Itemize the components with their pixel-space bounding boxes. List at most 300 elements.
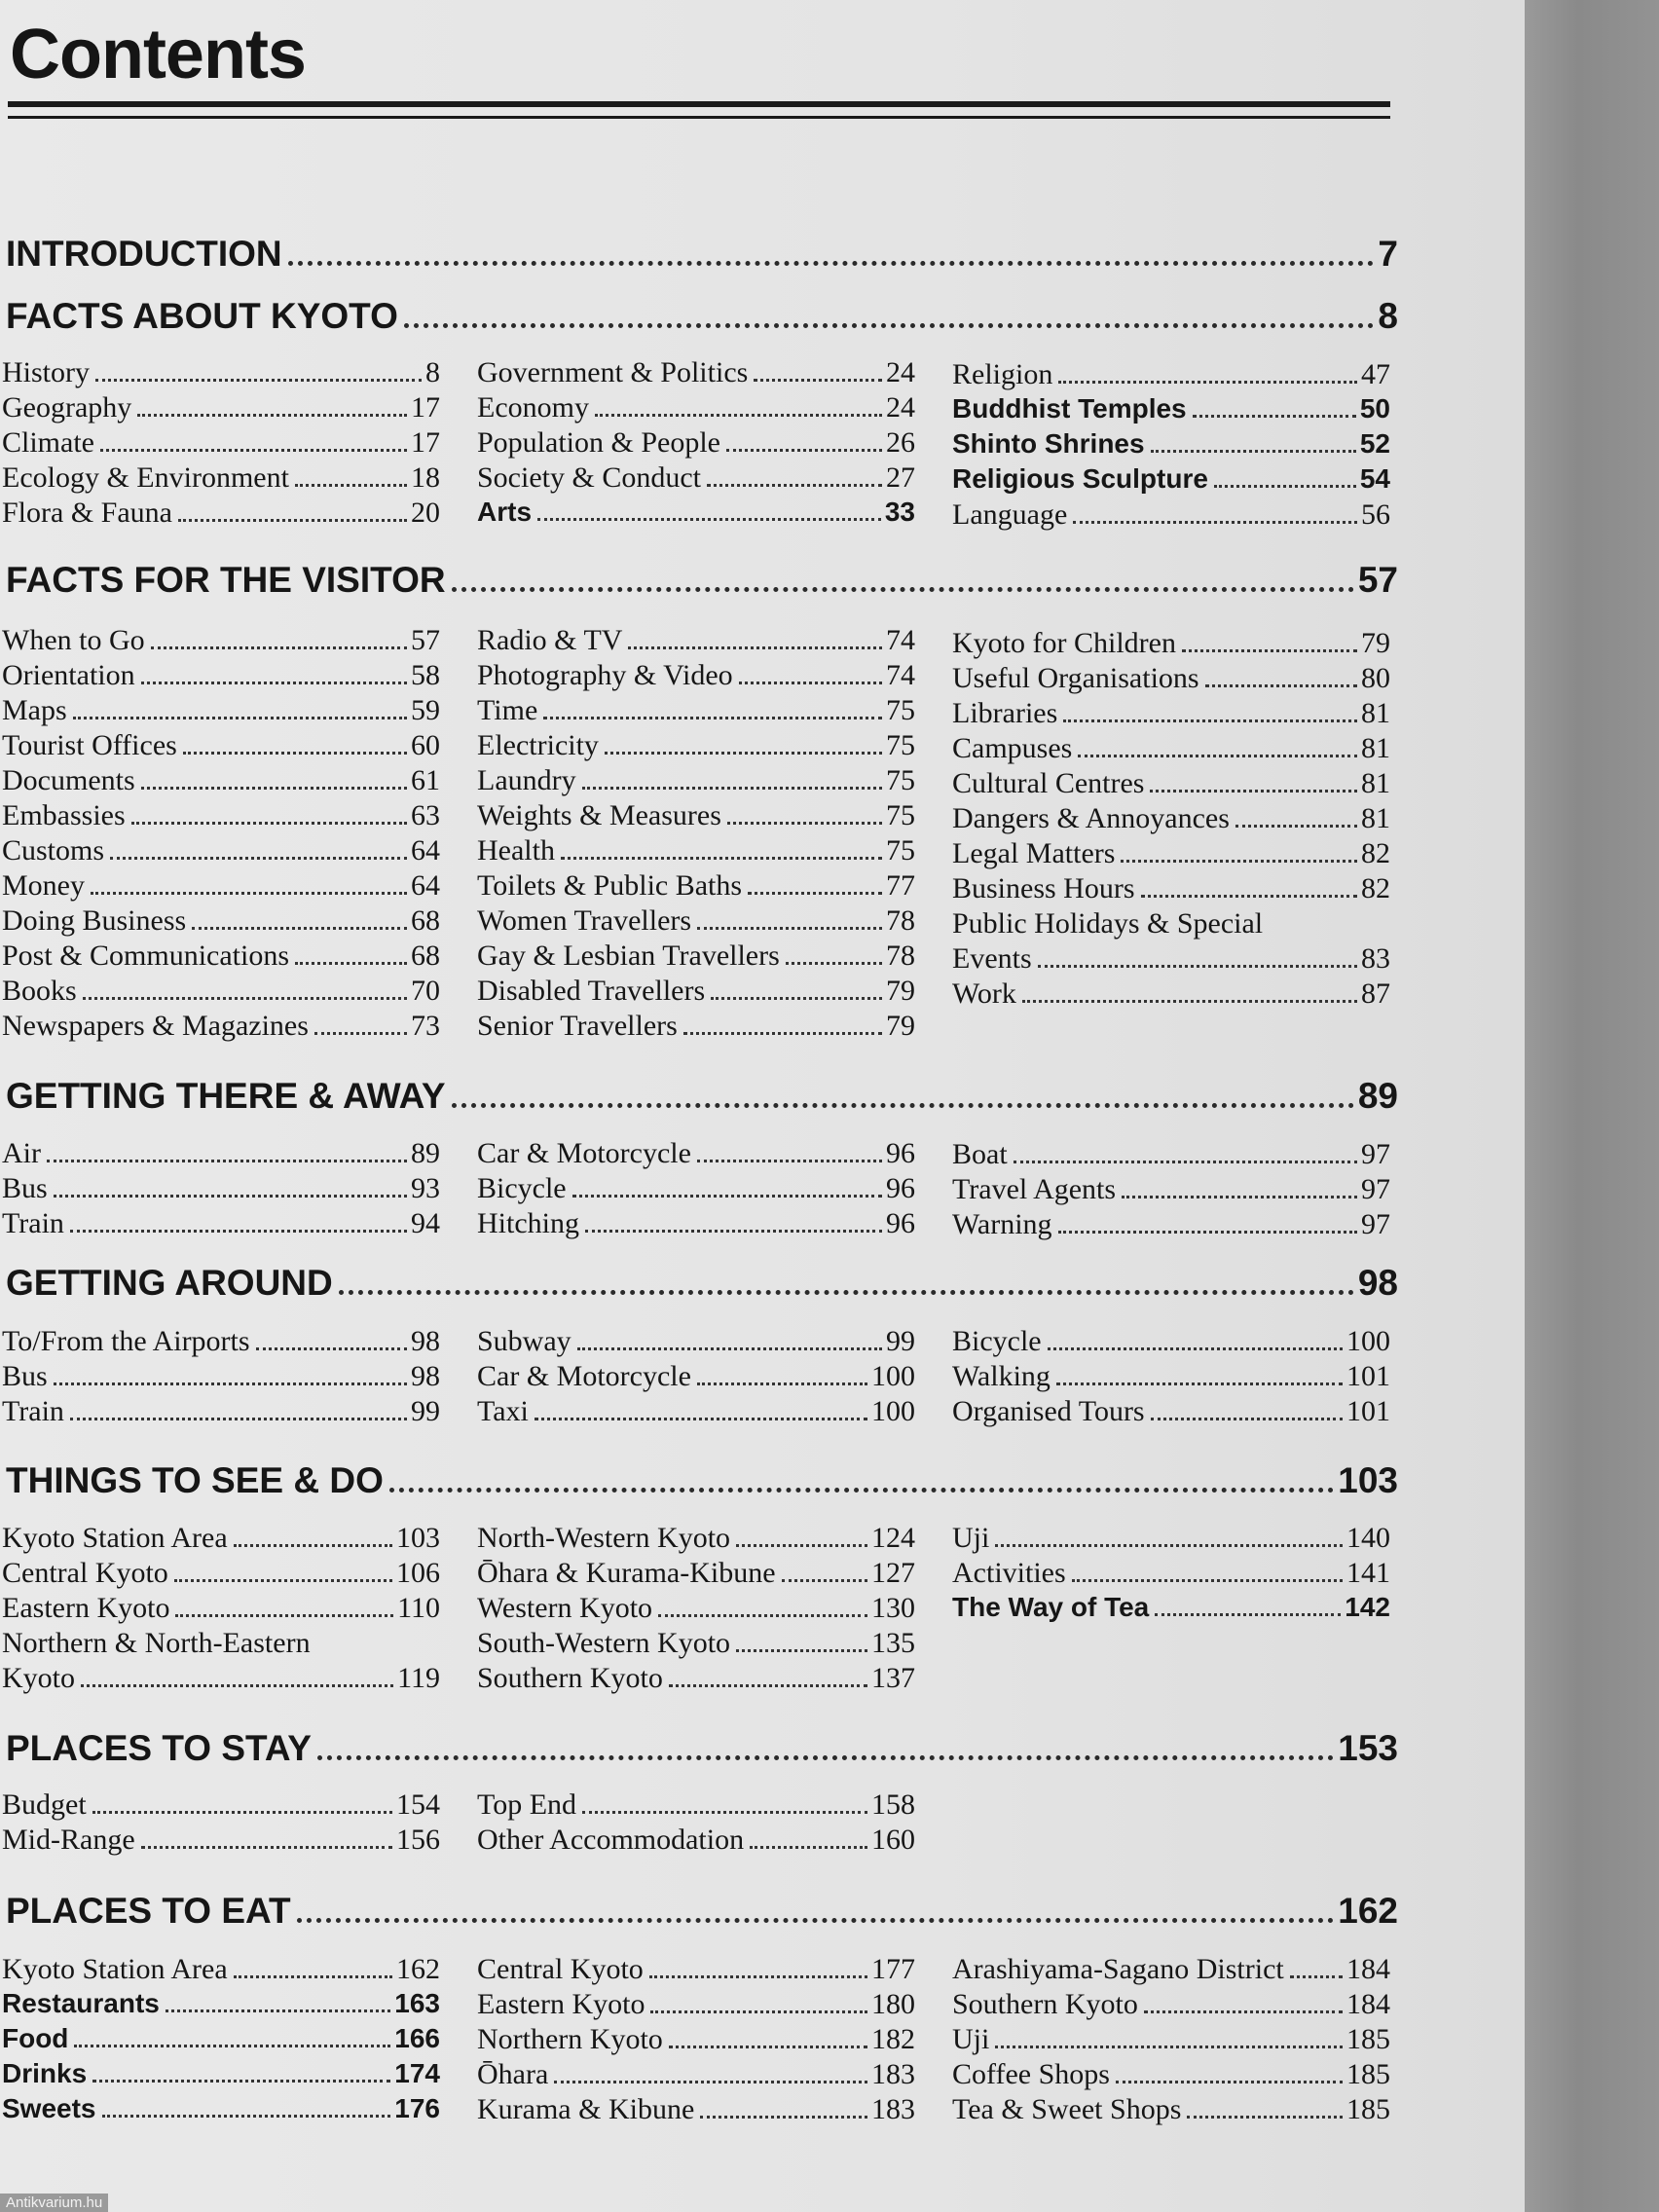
- entry-page-number: 185: [1346, 2093, 1390, 2125]
- entry-page-number: 47: [1361, 358, 1390, 390]
- entry-page-number: 96: [886, 1207, 915, 1239]
- toc-entry[interactable]: [2, 940, 440, 975]
- toc-entry[interactable]: [952, 393, 1390, 428]
- entry-page-number: 183: [871, 2093, 915, 2125]
- dot-leader: [74, 2045, 390, 2047]
- toc-entry[interactable]: [2, 2058, 440, 2093]
- entry-page-number: 75: [886, 834, 915, 866]
- entry-label: Cultural Centres: [952, 767, 1145, 799]
- dot-leader: [100, 449, 407, 452]
- entry-page-number: 74: [886, 659, 915, 691]
- dot-leader: [697, 1160, 882, 1162]
- entry-label: Ōhara & Kurama-Kibune: [477, 1557, 776, 1589]
- toc-entry[interactable]: [477, 2093, 915, 2128]
- dot-leader: [561, 857, 882, 860]
- dot-leader: [669, 1684, 867, 1687]
- section-heading[interactable]: [6, 296, 1398, 343]
- section-page-number: 57: [1357, 560, 1398, 600]
- entry-label: Books: [2, 975, 77, 1007]
- entry-page-number: 70: [411, 975, 440, 1007]
- toc-entry[interactable]: [2, 694, 440, 729]
- dot-leader: [1038, 965, 1357, 968]
- toc-entry[interactable]: [952, 1208, 1390, 1243]
- entry-label: Hitching: [477, 1207, 579, 1239]
- toc-entry[interactable]: [952, 463, 1390, 498]
- toc-entry[interactable]: [2, 1824, 440, 1859]
- dot-leader: [295, 484, 407, 487]
- section-title: FACTS FOR THE VISITOR: [6, 560, 446, 600]
- dot-leader: [577, 1347, 882, 1350]
- entry-label: Subway: [477, 1325, 571, 1357]
- toc-entry[interactable]: [477, 1953, 915, 1988]
- toc-column: [477, 356, 915, 532]
- toc-entry[interactable]: [952, 837, 1390, 872]
- dot-leader: [1151, 450, 1356, 453]
- dot-leader: [595, 414, 882, 417]
- entry-page-number: 137: [871, 1662, 915, 1694]
- entry-page-number: 75: [886, 764, 915, 796]
- toc-entry[interactable]: [952, 2023, 1390, 2058]
- entry-label: Customs: [2, 834, 105, 866]
- toc-entry[interactable]: [952, 1138, 1390, 1173]
- entry-label: Religious Sculpture: [952, 463, 1208, 494]
- toc-entry[interactable]: [2, 1557, 440, 1592]
- toc-entry[interactable]: [477, 1788, 915, 1824]
- toc-entry[interactable]: [2, 1953, 440, 1988]
- toc-entry[interactable]: [477, 497, 915, 532]
- toc-entry[interactable]: [477, 2023, 915, 2058]
- toc-column: [2, 624, 440, 1045]
- entry-page-number: 119: [397, 1662, 440, 1694]
- entry-page-number: 100: [1346, 1325, 1390, 1357]
- toc-entry[interactable]: [952, 697, 1390, 732]
- toc-entry[interactable]: [2, 2023, 440, 2058]
- toc-entry[interactable]: [477, 659, 915, 694]
- entry-label: Embassies: [2, 799, 126, 831]
- entry-page-number: 20: [411, 497, 440, 529]
- entry-label: Budget: [2, 1788, 87, 1821]
- entry-page-number: 97: [1361, 1173, 1390, 1205]
- toc-column: [2, 1522, 440, 1697]
- toc-entry[interactable]: [477, 1988, 915, 2023]
- toc-entry[interactable]: [2, 1627, 440, 1662]
- entry-label: Top End: [477, 1788, 577, 1821]
- toc-entry[interactable]: [2, 1395, 440, 1430]
- entry-page-number: 59: [411, 694, 440, 726]
- entry-label: The Way of Tea: [952, 1592, 1150, 1622]
- toc-entry[interactable]: [952, 767, 1390, 802]
- toc-entry[interactable]: [952, 358, 1390, 393]
- entry-label: Women Travellers: [477, 904, 692, 937]
- toc-entry[interactable]: [477, 1395, 915, 1430]
- entry-page-number: 79: [886, 975, 915, 1007]
- dot-leader: [739, 682, 882, 684]
- toc-entry[interactable]: [952, 907, 1390, 942]
- entry-label: Time: [477, 694, 538, 726]
- toc-entry[interactable]: [477, 940, 915, 975]
- entry-page-number: 82: [1361, 872, 1390, 904]
- toc-entry[interactable]: [477, 1137, 915, 1172]
- dot-leader: [1022, 1000, 1357, 1003]
- entry-label: North-Western Kyoto: [477, 1522, 731, 1554]
- dot-leader: [297, 1918, 1335, 1923]
- dot-leader: [70, 1418, 407, 1420]
- toc-entry[interactable]: [477, 1325, 915, 1360]
- toc-entry[interactable]: [952, 1988, 1390, 2023]
- entry-page-number: 97: [1361, 1138, 1390, 1170]
- toc-entry[interactable]: [2, 904, 440, 940]
- entry-label: Maps: [2, 694, 67, 726]
- entry-page-number: 101: [1346, 1360, 1390, 1392]
- toc-entry[interactable]: [477, 1207, 915, 1242]
- entry-page-number: 99: [886, 1325, 915, 1357]
- entry-label: Religion: [952, 358, 1053, 390]
- toc-entry[interactable]: [477, 764, 915, 799]
- dot-leader: [92, 2080, 390, 2083]
- dot-leader: [727, 822, 882, 825]
- entry-page-number: 106: [396, 1557, 440, 1589]
- entry-page-number: 68: [411, 940, 440, 972]
- dot-leader: [683, 1032, 882, 1035]
- entry-page-number: 135: [871, 1627, 915, 1659]
- toc-entry[interactable]: [2, 461, 440, 497]
- dot-leader: [137, 414, 407, 417]
- toc-entry[interactable]: [952, 627, 1390, 662]
- dot-leader: [192, 927, 407, 930]
- toc-entry[interactable]: [477, 834, 915, 869]
- section-heading[interactable]: [6, 1076, 1398, 1123]
- entry-label: Southern Kyoto: [477, 1662, 663, 1694]
- entry-label: Language: [952, 498, 1068, 531]
- entry-label: Shinto Shrines: [952, 428, 1145, 459]
- toc-entry[interactable]: [2, 975, 440, 1010]
- entry-label: Arts: [477, 497, 533, 527]
- section-page-number: 89: [1357, 1076, 1398, 1116]
- toc-entry[interactable]: [2, 799, 440, 834]
- dot-leader: [54, 1382, 407, 1385]
- toc-entry[interactable]: [2, 834, 440, 869]
- entry-page-number: 89: [411, 1137, 440, 1169]
- page-edge-shadow: [1525, 0, 1659, 2212]
- dot-leader: [47, 1160, 407, 1162]
- entry-label: When to Go: [2, 624, 145, 656]
- dot-leader: [554, 2081, 867, 2083]
- dot-leader: [166, 2009, 390, 2012]
- toc-entry[interactable]: [477, 1010, 915, 1045]
- toc-entry[interactable]: [952, 1557, 1390, 1592]
- toc-entry[interactable]: [477, 1824, 915, 1859]
- toc-entry[interactable]: [477, 799, 915, 834]
- toc-entry[interactable]: [952, 942, 1390, 977]
- entry-label: Bus: [2, 1360, 48, 1392]
- toc-entry[interactable]: [2, 426, 440, 461]
- section-heading[interactable]: [6, 560, 1398, 607]
- toc-entry[interactable]: [477, 426, 915, 461]
- toc-entry[interactable]: [2, 729, 440, 764]
- dot-leader: [339, 1290, 1354, 1295]
- entry-page-number: 75: [886, 799, 915, 831]
- dot-leader: [81, 1684, 393, 1687]
- toc-column: [952, 1325, 1390, 1430]
- dot-leader: [110, 857, 407, 860]
- entry-page-number: 63: [411, 799, 440, 831]
- dot-leader: [174, 1579, 392, 1582]
- entry-label: Activities: [952, 1557, 1066, 1589]
- entry-label: Uji: [952, 1522, 990, 1554]
- toc-entry[interactable]: [477, 1360, 915, 1395]
- dot-leader: [1121, 860, 1357, 863]
- entry-label: Geography: [2, 391, 132, 424]
- dot-leader: [141, 787, 407, 790]
- dot-leader: [1141, 895, 1357, 898]
- toc-entry[interactable]: [952, 1360, 1390, 1395]
- toc-entry[interactable]: [952, 802, 1390, 837]
- dot-leader: [1014, 1161, 1357, 1163]
- toc-entry[interactable]: [2, 1662, 440, 1697]
- dot-leader: [389, 1488, 1334, 1493]
- toc-entry[interactable]: [2, 1172, 440, 1207]
- entry-page-number: 56: [1361, 498, 1390, 531]
- entry-label: Buddhist Temples: [952, 393, 1187, 424]
- entry-label: Business Hours: [952, 872, 1135, 904]
- entry-page-number: 77: [886, 869, 915, 902]
- toc-entry[interactable]: [952, 1325, 1390, 1360]
- entry-page-number: 93: [411, 1172, 440, 1204]
- toc-entry[interactable]: [2, 1522, 440, 1557]
- entry-label: Health: [477, 834, 555, 866]
- entry-page-number: 142: [1345, 1592, 1390, 1622]
- toc-entry[interactable]: [952, 1592, 1390, 1627]
- toc-entry[interactable]: [477, 2058, 915, 2093]
- dot-leader: [995, 1544, 1343, 1547]
- entry-page-number: 162: [396, 1953, 440, 1985]
- toc-entry[interactable]: [2, 1988, 440, 2023]
- dot-leader: [1144, 2010, 1343, 2013]
- toc-entry[interactable]: [2, 764, 440, 799]
- dot-leader: [452, 587, 1354, 592]
- dot-leader: [697, 927, 882, 930]
- entry-label: Kurama & Kibune: [477, 2093, 695, 2125]
- entry-label: Car & Motorcycle: [477, 1137, 691, 1169]
- dot-leader: [628, 646, 882, 649]
- toc-entry[interactable]: [477, 869, 915, 904]
- entry-label: Events: [952, 942, 1032, 975]
- dot-leader: [1151, 1418, 1343, 1420]
- toc-entry[interactable]: [477, 356, 915, 391]
- toc-entry[interactable]: [2, 1592, 440, 1627]
- entry-page-number: 81: [1361, 732, 1390, 764]
- entry-label: Food: [2, 2023, 69, 2053]
- dot-leader: [178, 519, 407, 522]
- entry-label: Restaurants: [2, 1988, 160, 2018]
- dot-leader: [141, 1846, 392, 1849]
- entry-page-number: 182: [871, 2023, 915, 2055]
- toc-entry[interactable]: [2, 869, 440, 904]
- toc-entry[interactable]: [952, 1173, 1390, 1208]
- toc-entry[interactable]: [2, 1325, 440, 1360]
- entry-page-number: 83: [1361, 942, 1390, 975]
- toc-entry[interactable]: [952, 662, 1390, 697]
- entry-page-number: 52: [1359, 428, 1390, 459]
- entry-page-number: 163: [394, 1988, 440, 2018]
- toc-entry[interactable]: [2, 1207, 440, 1242]
- section-title: INTRODUCTION: [6, 234, 282, 274]
- entry-page-number: 184: [1346, 1988, 1390, 2020]
- toc-entry[interactable]: [2, 1360, 440, 1395]
- dot-leader: [83, 997, 407, 1000]
- entry-page-number: 183: [871, 2058, 915, 2090]
- dot-leader: [535, 1418, 867, 1420]
- toc-entry[interactable]: [2, 1010, 440, 1045]
- toc-entry[interactable]: [952, 977, 1390, 1013]
- toc-entry[interactable]: [952, 2093, 1390, 2128]
- section-heading[interactable]: [6, 1728, 1398, 1775]
- entry-label: Bicycle: [952, 1325, 1042, 1357]
- entry-page-number: 26: [886, 426, 915, 459]
- entry-page-number: 73: [411, 1010, 440, 1042]
- dot-leader: [314, 1032, 407, 1035]
- entry-label: Campuses: [952, 732, 1073, 764]
- entry-label: Toilets & Public Baths: [477, 869, 743, 902]
- entry-page-number: 54: [1359, 463, 1390, 494]
- entry-label: Electricity: [477, 729, 599, 761]
- dot-leader: [54, 1195, 407, 1198]
- toc-entry[interactable]: [477, 904, 915, 940]
- entry-label: Dangers & Annoyances: [952, 802, 1230, 834]
- toc-entry[interactable]: [477, 694, 915, 729]
- entry-page-number: 79: [1361, 627, 1390, 659]
- toc-entry[interactable]: [952, 498, 1390, 534]
- section-page-number: 98: [1357, 1263, 1398, 1303]
- dot-leader: [605, 752, 882, 755]
- entry-label: Bicycle: [477, 1172, 567, 1204]
- toc-entry[interactable]: [2, 1137, 440, 1172]
- entry-page-number: 160: [871, 1824, 915, 1856]
- dot-leader: [317, 1755, 1334, 1760]
- dot-leader: [726, 449, 882, 452]
- entry-page-number: 184: [1346, 1953, 1390, 1985]
- toc-column: [952, 1953, 1390, 2128]
- toc-entry[interactable]: [2, 659, 440, 694]
- toc-entry[interactable]: [952, 1522, 1390, 1557]
- dot-leader: [175, 1614, 393, 1617]
- entry-label: Bus: [2, 1172, 48, 1204]
- toc-column: [952, 627, 1390, 1013]
- entry-label: History: [2, 356, 90, 388]
- toc-entry[interactable]: [2, 497, 440, 532]
- toc-entry[interactable]: [2, 2093, 440, 2128]
- entry-label: Kyoto Station Area: [2, 1522, 228, 1554]
- toc-column: [477, 1137, 915, 1242]
- section-heading[interactable]: [6, 1891, 1398, 1937]
- toc-entry[interactable]: [477, 1172, 915, 1207]
- dot-leader: [1116, 2081, 1343, 2083]
- entry-label: Government & Politics: [477, 356, 749, 388]
- section-page-number: 103: [1338, 1460, 1398, 1500]
- entry-label: South-Western Kyoto: [477, 1627, 731, 1659]
- toc-entry[interactable]: [477, 461, 915, 497]
- entry-label: Organised Tours: [952, 1395, 1145, 1427]
- entry-label: Northern Kyoto: [477, 2023, 663, 2055]
- section-title: GETTING THERE & AWAY: [6, 1076, 446, 1116]
- dot-leader: [782, 1579, 867, 1582]
- dot-leader: [1155, 1613, 1341, 1616]
- section-heading[interactable]: [6, 1263, 1398, 1309]
- dot-leader: [1073, 521, 1357, 524]
- entry-page-number: 185: [1346, 2058, 1390, 2090]
- toc-entry[interactable]: [952, 1953, 1390, 1988]
- toc-entry[interactable]: [477, 1557, 915, 1592]
- dot-leader: [1122, 1196, 1357, 1198]
- entry-page-number: 64: [411, 869, 440, 902]
- toc-entry[interactable]: [952, 2058, 1390, 2093]
- section-heading[interactable]: [6, 1460, 1398, 1507]
- dot-leader: [1048, 1347, 1343, 1350]
- section-heading[interactable]: [6, 234, 1398, 280]
- toc-entry[interactable]: [2, 624, 440, 659]
- toc-entry[interactable]: [952, 732, 1390, 767]
- dot-leader: [92, 1811, 392, 1814]
- entry-label: Western Kyoto: [477, 1592, 653, 1624]
- dot-leader: [70, 1230, 407, 1233]
- entry-label: Radio & TV: [477, 624, 623, 656]
- toc-column: [477, 1953, 915, 2128]
- entry-label: Coffee Shops: [952, 2058, 1110, 2090]
- toc-entry[interactable]: [952, 872, 1390, 907]
- dot-leader: [658, 1614, 867, 1617]
- entry-page-number: 99: [411, 1395, 440, 1427]
- toc-entry[interactable]: [952, 428, 1390, 463]
- toc-entry[interactable]: [477, 975, 915, 1010]
- entry-label: Kyoto Station Area: [2, 1953, 228, 1985]
- entry-page-number: 94: [411, 1207, 440, 1239]
- entry-page-number: 110: [397, 1592, 440, 1624]
- entry-label: Tea & Sweet Shops: [952, 2093, 1182, 2125]
- toc-column: [2, 1137, 440, 1242]
- toc-entry[interactable]: [477, 1662, 915, 1697]
- dot-leader: [151, 646, 407, 649]
- toc-entry[interactable]: [477, 1522, 915, 1557]
- toc-entry[interactable]: [2, 391, 440, 426]
- toc-column: [952, 358, 1390, 534]
- dot-leader: [585, 1230, 882, 1233]
- toc-entry[interactable]: [477, 729, 915, 764]
- toc-entry[interactable]: [2, 356, 440, 391]
- toc-entry[interactable]: [477, 624, 915, 659]
- entry-page-number: 78: [886, 940, 915, 972]
- toc-entry[interactable]: [952, 1395, 1390, 1430]
- dot-leader: [1058, 381, 1357, 384]
- entry-page-number: 87: [1361, 977, 1390, 1010]
- entry-page-number: 27: [886, 461, 915, 494]
- toc-column: [952, 1522, 1390, 1627]
- entry-page-number: 98: [411, 1325, 440, 1357]
- entry-page-number: 24: [886, 391, 915, 424]
- toc-entry[interactable]: [477, 391, 915, 426]
- entry-label: Population & People: [477, 426, 720, 459]
- entry-label: Eastern Kyoto: [477, 1988, 645, 2020]
- dot-leader: [234, 1975, 392, 1978]
- toc-column: [2, 1325, 440, 1430]
- toc-entry[interactable]: [2, 1788, 440, 1824]
- entry-label: Mid-Range: [2, 1824, 135, 1856]
- entry-label: Boat: [952, 1138, 1008, 1170]
- toc-entry[interactable]: [477, 1627, 915, 1662]
- entry-page-number: 17: [411, 426, 440, 459]
- entry-label: Libraries: [952, 697, 1058, 729]
- toc-entry[interactable]: [477, 1592, 915, 1627]
- entry-page-number: 97: [1361, 1208, 1390, 1240]
